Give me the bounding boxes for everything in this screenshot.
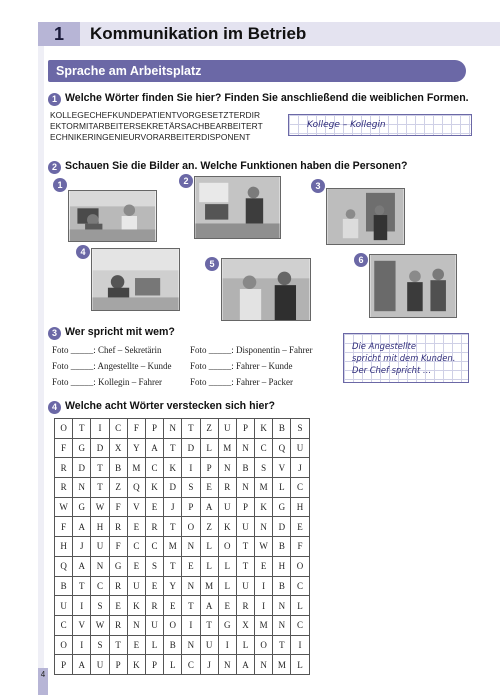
grid-cell[interactable]: K [145,478,163,498]
grid-cell[interactable]: B [273,576,291,596]
grid-cell[interactable]: O [255,635,273,655]
grid-cell[interactable]: K [218,517,236,537]
grid-cell[interactable]: L [236,635,254,655]
grid-cell[interactable]: C [145,458,163,478]
note-line: Der Chef spricht … [352,365,432,375]
grid-cell[interactable]: N [255,655,273,675]
grid-cell[interactable]: Y [127,438,145,458]
answer-blank[interactable]: _____ [70,377,94,387]
section-title: Sprache am Arbeitsplatz [48,60,466,82]
pair-row: Foto _____: Fahrer – Kunde [190,361,293,371]
grid-cell[interactable]: U [55,596,73,616]
grid-cell[interactable]: E [200,478,218,498]
grid-cell[interactable]: N [218,655,236,675]
grid-cell[interactable]: F [55,517,73,537]
grid-cell[interactable]: T [109,635,127,655]
grid-cell[interactable]: W [91,497,109,517]
grid-cell[interactable]: U [200,635,218,655]
grid-cell[interactable]: H [273,556,291,576]
grid-cell[interactable]: G [73,497,91,517]
grid-cell[interactable]: R [218,478,236,498]
grid-cell[interactable]: K [127,596,145,616]
photo-4 [91,248,180,311]
grid-cell[interactable]: W [91,615,109,635]
grid-cell[interactable]: C [109,419,127,439]
grid-cell[interactable]: R [55,478,73,498]
answer-blank[interactable]: _____ [70,361,94,371]
grid-cell[interactable]: C [145,537,163,557]
grid-cell[interactable]: M [255,615,273,635]
pair-row: Foto _____: Angestellte – Kunde [52,361,172,371]
grid-cell[interactable]: A [236,655,254,675]
grid-cell[interactable]: O [291,556,309,576]
task-1-number: 1 [48,93,61,106]
grid-cell[interactable]: T [91,478,109,498]
grid-cell[interactable]: O [182,517,200,537]
grid-cell[interactable]: L [218,556,236,576]
grid-cell[interactable]: C [291,478,309,498]
photo-2 [194,176,281,239]
grid-cell[interactable]: N [182,537,200,557]
grid-cell[interactable]: T [164,438,182,458]
grid-cell[interactable]: I [218,635,236,655]
grid-cell[interactable]: B [109,458,127,478]
photo-6 [369,254,457,318]
grid-cell[interactable]: Q [127,478,145,498]
margin-strip [38,46,44,695]
letter-chain-line: EKTORMITARBEITERSEKRETÄRSACHBEARBEITERT [50,121,263,131]
grid-cell[interactable]: L [200,438,218,458]
grid-cell[interactable]: D [73,458,91,478]
grid-cell[interactable]: I [255,596,273,616]
grid-cell[interactable]: E [291,517,309,537]
grid-cell[interactable]: T [236,537,254,557]
pair-row: Foto _____: Kollegin – Fahrer [52,377,163,387]
chapter-number: 1 [38,22,80,46]
grid-cell[interactable]: J [291,458,309,478]
grid-cell[interactable]: R [109,576,127,596]
grid-cell[interactable]: E [182,556,200,576]
grid-row [55,537,310,557]
grid-cell[interactable]: U [127,576,145,596]
grid-cell[interactable]: L [291,596,309,616]
grid-cell[interactable]: A [200,596,218,616]
grid-cell[interactable]: I [91,419,109,439]
photo-6-label: 6 [354,253,368,267]
grid-cell[interactable]: D [164,478,182,498]
grid-cell[interactable]: I [182,458,200,478]
note-line: Die Angestellte [352,341,416,351]
grid-cell[interactable]: D [91,438,109,458]
grid-cell[interactable]: U [218,497,236,517]
grid-row [55,576,310,596]
grid-cell[interactable]: O [218,537,236,557]
grid-cell[interactable]: U [145,615,163,635]
grid-cell[interactable]: U [236,576,254,596]
note-line: spricht mit dem Kunden. [352,353,456,363]
grid-row [55,458,310,478]
grid-cell[interactable]: P [236,497,254,517]
pair-row: Foto _____: Disponentin – Fahrer [190,345,313,355]
grid-cell[interactable]: M [273,655,291,675]
grid-cell[interactable]: G [273,497,291,517]
grid-cell[interactable]: E [109,596,127,616]
grid-cell[interactable]: J [73,537,91,557]
grid-cell[interactable]: G [73,438,91,458]
grid-cell[interactable]: O [55,635,73,655]
grid-cell[interactable]: F [127,419,145,439]
grid-cell[interactable]: B [273,419,291,439]
grid-cell[interactable]: A [73,655,91,675]
grid-cell[interactable]: U [91,537,109,557]
photo-2-label: 2 [179,174,193,188]
grid-cell[interactable]: N [127,615,145,635]
grid-row [55,497,310,517]
grid-cell[interactable]: Q [273,438,291,458]
grid-cell[interactable]: W [55,497,73,517]
grid-cell[interactable]: M [127,458,145,478]
grid-cell[interactable]: C [55,615,73,635]
grid-cell[interactable]: N [182,576,200,596]
grid-cell[interactable]: K [255,419,273,439]
grid-row [55,556,310,576]
grid-cell[interactable]: L [145,635,163,655]
answer-blank[interactable]: _____ [208,377,232,387]
grid-cell[interactable]: B [273,537,291,557]
grid-cell[interactable]: L [164,655,182,675]
grid-cell[interactable]: V [273,458,291,478]
example-note: Kollege – Kollegin [288,114,472,136]
grid-cell[interactable]: O [55,419,73,439]
task-3-text: Wer spricht mit wem? [65,326,175,338]
grid-cell[interactable]: T [164,556,182,576]
grid-cell[interactable]: S [91,635,109,655]
grid-cell[interactable]: E [127,635,145,655]
grid-cell[interactable]: F [109,497,127,517]
grid-cell[interactable]: T [164,517,182,537]
grid-cell[interactable]: C [91,576,109,596]
grid-cell[interactable]: R [109,517,127,537]
grid-cell[interactable]: N [236,478,254,498]
page-number: 4 [38,668,48,695]
grid-cell[interactable]: N [164,419,182,439]
photo-5-label: 5 [205,257,219,271]
grid-cell[interactable]: K [164,458,182,478]
grid-cell[interactable]: D [273,517,291,537]
grid-cell[interactable]: T [200,615,218,635]
grid-cell[interactable]: U [91,655,109,675]
grid-cell[interactable]: P [145,655,163,675]
grid-cell[interactable]: W [255,537,273,557]
grid-cell[interactable]: T [182,596,200,616]
grid-cell[interactable]: C [255,438,273,458]
dialogue-note [343,333,469,383]
task-2-text: Schauen Sie die Bilder an. Welche Funktionen haben die Personen? [65,160,408,172]
grid-cell[interactable]: T [182,419,200,439]
grid-cell[interactable]: N [182,635,200,655]
grid-cell[interactable]: J [164,497,182,517]
grid-cell[interactable]: A [200,497,218,517]
grid-cell[interactable]: E [255,556,273,576]
grid-cell[interactable]: N [236,438,254,458]
grid-cell[interactable]: M [255,478,273,498]
grid-row [55,419,310,439]
grid-cell[interactable]: P [109,655,127,675]
grid-cell[interactable]: C [127,537,145,557]
answer-blank[interactable]: _____ [208,345,232,355]
grid-cell[interactable]: I [291,635,309,655]
pair-row: Foto _____: Fahrer – Packer [190,377,293,387]
grid-cell[interactable]: T [273,635,291,655]
grid-cell[interactable]: M [200,576,218,596]
grid-cell[interactable]: S [145,556,163,576]
letter-chain-line: ECHNIKERINGENIEURVORARBEITERDISPONENT [50,132,251,142]
pair-row: Foto _____: Chef – Sekretärin [52,345,162,355]
letter-chain-line: KOLLEGECHEFKUNDEPATIENTVORGESETZTERDIR [50,110,261,120]
grid-cell[interactable]: M [218,438,236,458]
grid-cell[interactable]: Z [109,478,127,498]
grid-cell[interactable]: A [145,438,163,458]
grid-cell[interactable]: C [182,655,200,675]
grid-cell[interactable]: E [145,497,163,517]
grid-cell[interactable]: Z [200,419,218,439]
grid-cell[interactable]: I [73,635,91,655]
grid-cell[interactable]: I [73,596,91,616]
task-2-number: 2 [48,161,61,174]
grid-cell[interactable]: G [218,615,236,635]
grid-cell[interactable]: V [73,615,91,635]
word-search-grid [54,418,310,675]
grid-cell[interactable]: N [255,517,273,537]
grid-cell[interactable]: D [182,438,200,458]
grid-cell[interactable]: S [182,478,200,498]
task-2-heading [48,159,407,174]
grid-cell[interactable]: Y [164,576,182,596]
grid-cell[interactable]: B [164,635,182,655]
grid-cell[interactable]: T [73,419,91,439]
grid-cell[interactable]: A [73,556,91,576]
grid-row [55,438,310,458]
photo-5 [221,258,311,321]
grid-cell[interactable]: X [236,615,254,635]
task-3-heading [48,325,175,340]
grid-cell[interactable]: K [127,655,145,675]
grid-cell[interactable]: U [291,438,309,458]
grid-cell[interactable]: P [55,655,73,675]
task-4-heading [48,399,275,414]
chapter-title: Kommunikation im Betrieb [90,24,307,43]
grid-cell[interactable]: E [127,517,145,537]
task-4-number: 4 [48,401,61,414]
grid-row [55,635,310,655]
grid-cell[interactable]: K [255,497,273,517]
answer-blank[interactable]: _____ [70,345,94,355]
grid-cell[interactable]: E [164,596,182,616]
grid-cell[interactable]: E [127,556,145,576]
photo-3 [326,188,405,245]
grid-row [55,517,310,537]
grid-cell[interactable]: R [109,615,127,635]
grid-cell[interactable]: O [164,615,182,635]
grid-cell[interactable]: U [236,517,254,537]
grid-cell[interactable]: C [291,576,309,596]
grid-cell[interactable]: R [145,517,163,537]
task-3-number: 3 [48,327,61,340]
grid-cell[interactable]: I [182,615,200,635]
grid-cell[interactable]: N [73,478,91,498]
grid-cell[interactable]: S [255,458,273,478]
letter-chain [50,110,263,143]
grid-cell[interactable]: Q [55,556,73,576]
grid-cell[interactable]: B [236,458,254,478]
grid-cell[interactable]: F [55,438,73,458]
grid-cell[interactable]: E [145,576,163,596]
grid-cell[interactable]: T [73,576,91,596]
grid-cell[interactable]: P [145,419,163,439]
grid-cell[interactable]: F [109,537,127,557]
task-1-text: Welche Wörter finden Sie hier? Finden Sie anschließend die weiblichen Formen. [65,92,469,104]
grid-cell[interactable]: N [218,458,236,478]
task-1-heading [48,91,469,106]
grid-cell[interactable]: L [218,576,236,596]
task-4-text: Welche acht Wörter verstecken sich hier? [65,400,275,412]
grid-cell[interactable]: N [273,596,291,616]
grid-cell[interactable]: R [145,596,163,616]
grid-cell[interactable]: R [55,458,73,478]
grid-cell[interactable]: G [109,556,127,576]
grid-row [55,655,310,675]
grid-cell[interactable]: E [218,596,236,616]
grid-cell[interactable]: V [127,497,145,517]
grid-cell[interactable]: L [200,556,218,576]
grid-cell[interactable]: U [218,419,236,439]
grid-cell[interactable]: H [291,497,309,517]
pairs-column-2 [190,342,313,390]
grid-cell[interactable]: T [236,556,254,576]
grid-cell[interactable]: S [91,596,109,616]
photo-3-label: 3 [311,179,325,193]
grid-cell[interactable]: S [291,419,309,439]
photo-1 [68,190,157,242]
grid-cell[interactable]: P [182,497,200,517]
grid-cell[interactable]: A [73,517,91,537]
grid-cell[interactable]: J [200,655,218,675]
grid-cell[interactable]: M [164,537,182,557]
grid-cell[interactable]: B [55,576,73,596]
grid-cell[interactable]: N [273,615,291,635]
grid-cell[interactable]: L [291,655,309,675]
grid-cell[interactable]: L [273,478,291,498]
grid-row [55,478,310,498]
grid-cell[interactable]: N [91,556,109,576]
grid-row [55,615,310,635]
grid-cell[interactable]: H [55,537,73,557]
grid-cell[interactable]: F [291,537,309,557]
grid-cell[interactable]: C [291,615,309,635]
pairs-column-1 [52,342,172,390]
grid-cell[interactable]: P [236,419,254,439]
photo-1-label: 1 [53,178,67,192]
photo-4-label: 4 [76,245,90,259]
answer-blank[interactable]: _____ [208,361,232,371]
grid-cell[interactable]: R [236,596,254,616]
grid-row [55,596,310,616]
grid-cell[interactable]: H [91,517,109,537]
grid-cell[interactable]: L [200,537,218,557]
grid-cell[interactable]: Z [200,517,218,537]
grid-cell[interactable]: I [255,576,273,596]
grid-cell[interactable]: P [200,458,218,478]
grid-cell[interactable]: T [91,458,109,478]
grid-cell[interactable]: X [109,438,127,458]
